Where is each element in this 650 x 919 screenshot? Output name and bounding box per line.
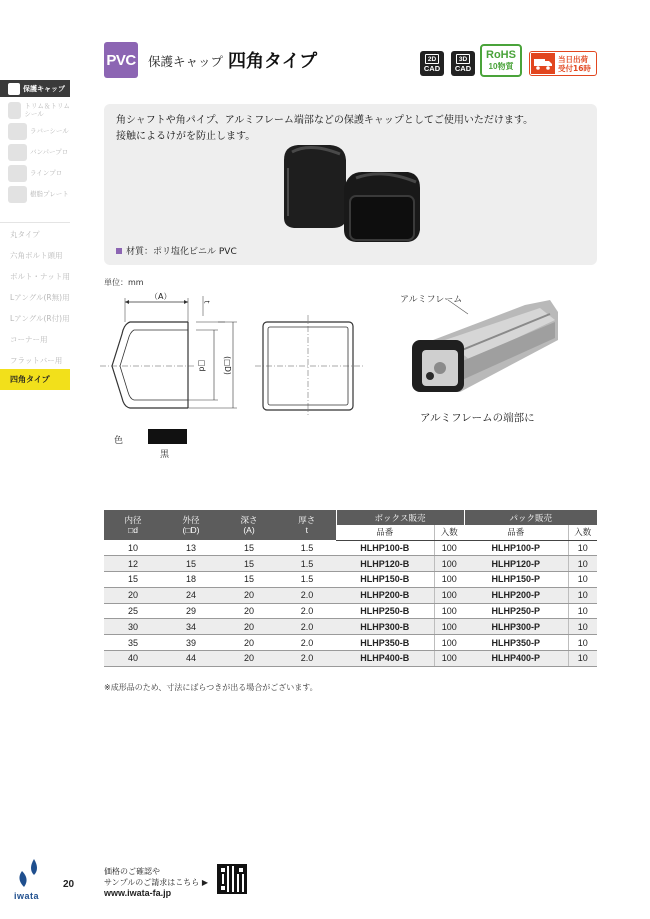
- sidebar-sub-label: トリム＆トリムシール: [24, 102, 70, 118]
- pack-part-no-cell: HLHP250-P: [464, 603, 568, 619]
- iwata-logo-icon: [12, 857, 46, 891]
- thickness-cell: 1.5: [278, 572, 336, 588]
- sidebar-category-label: 保護キャップ: [23, 84, 65, 93]
- header-outer: [162, 510, 220, 540]
- sidebar-sub-item[interactable]: [8, 121, 70, 141]
- sidebar-sub-item[interactable]: [8, 163, 70, 183]
- header-thickness: [278, 510, 336, 540]
- header-pack-part-no: 品番: [464, 525, 568, 540]
- header-thickness-label: 厚さ: [298, 515, 316, 525]
- sidebar-sub-item[interactable]: [8, 100, 70, 120]
- cad-3d-label: 3D: [456, 54, 470, 64]
- color-label: 色: [114, 436, 124, 446]
- sidebar-item-l-angle-no-r[interactable]: Lアングル(R無)用: [10, 293, 70, 302]
- thickness-cell: 2.0: [278, 635, 336, 651]
- box-part-no-cell: HLHP200-B: [336, 587, 434, 603]
- pack-qty-cell: 10: [568, 651, 597, 667]
- resin-plate-icon: [8, 186, 27, 203]
- sidebar-divider: [0, 222, 70, 223]
- sidebar-sub-label: バンパープロ: [30, 148, 69, 156]
- sidebar-item-round[interactable]: 丸タイプ: [10, 230, 40, 239]
- outer-cell: 44: [162, 651, 220, 667]
- table-row: [104, 651, 597, 667]
- iwata-logo-text: iwata: [14, 891, 40, 901]
- outer-cell: 34: [162, 619, 220, 635]
- dim-t-label: t: [202, 300, 211, 304]
- dim-bigd-label: (□D): [222, 356, 232, 375]
- side-view-drawing: [100, 288, 250, 418]
- cad-label: CAD: [454, 64, 472, 73]
- thickness-cell: 2.0: [278, 619, 336, 635]
- header-box-part-no: 品番: [336, 525, 434, 540]
- header-box-qty: 入数: [434, 525, 464, 540]
- material-spec: [116, 244, 237, 257]
- spec-table-body: [104, 540, 597, 666]
- rohs-sub: 10物質: [488, 62, 514, 71]
- header-depth-label: 深さ: [240, 515, 258, 525]
- sidebar-item-corner[interactable]: コーナー用: [10, 335, 48, 344]
- box-qty-cell: 100: [434, 587, 464, 603]
- outer-cell: 24: [162, 587, 220, 603]
- product-photo: [270, 138, 430, 248]
- box-part-no-cell: HLHP120-B: [336, 556, 434, 572]
- pack-part-no-cell: HLHP100-P: [464, 540, 568, 556]
- inner-cell: 30: [104, 619, 162, 635]
- box-part-no-cell: HLHP250-B: [336, 603, 434, 619]
- aluminum-frame-caption: アルミフレームの端部に: [420, 412, 535, 424]
- depth-cell: 15: [220, 572, 278, 588]
- front-view-drawing: [255, 315, 365, 415]
- inner-cell: 20: [104, 587, 162, 603]
- outer-cell: 39: [162, 635, 220, 651]
- bumper-icon: [8, 144, 27, 161]
- pack-qty-cell: 10: [568, 619, 597, 635]
- thickness-cell: 2.0: [278, 651, 336, 667]
- box-part-no-cell: HLHP150-B: [336, 572, 434, 588]
- pack-qty-cell: 10: [568, 572, 597, 588]
- color-name: 黒: [160, 450, 170, 460]
- bullet-square-icon: [116, 248, 122, 254]
- box-part-no-cell: HLHP100-B: [336, 540, 434, 556]
- sidebar-sub-item[interactable]: [8, 184, 70, 204]
- box-qty-cell: 100: [434, 556, 464, 572]
- header-outer-label: 外径: [182, 515, 200, 525]
- depth-cell: 15: [220, 556, 278, 572]
- pack-part-no-cell: HLHP350-P: [464, 635, 568, 651]
- ship-line1: 当日出荷: [558, 54, 588, 64]
- table-row: [104, 603, 597, 619]
- header-outer-sub: (□D): [182, 525, 200, 535]
- page-number: 20: [63, 879, 75, 890]
- sidebar-sub-label: ラインプロ: [30, 169, 63, 177]
- table-row: [104, 635, 597, 651]
- table-row: [104, 587, 597, 603]
- aluminum-frame-image: [400, 300, 560, 400]
- outer-cell: 13: [162, 540, 220, 556]
- pack-part-no-cell: HLHP300-P: [464, 619, 568, 635]
- spec-table: [104, 510, 597, 667]
- header-thickness-sub: t: [305, 525, 308, 535]
- outer-cell: 15: [162, 556, 220, 572]
- unit-label: 単位：mm: [104, 278, 144, 287]
- cap-icon: [8, 83, 20, 95]
- footer-line2: サンプルのご請求はこちら ▶: [104, 878, 208, 887]
- header-depth: [220, 510, 278, 540]
- cad-3d-icon[interactable]: [451, 51, 475, 76]
- sidebar-category-protective-cap[interactable]: [0, 80, 70, 97]
- table-note: ※成形品のため、寸法にばらつきが出る場合がございます。: [104, 683, 318, 692]
- box-qty-cell: 100: [434, 619, 464, 635]
- header-pack-sale: パック販売: [464, 510, 597, 525]
- box-qty-cell: 100: [434, 540, 464, 556]
- box-qty-cell: 100: [434, 635, 464, 651]
- footer-line1: 価格のご確認や: [104, 867, 160, 876]
- depth-cell: 15: [220, 540, 278, 556]
- header-pack-qty: 入数: [568, 525, 597, 540]
- rubber-seal-icon: [8, 123, 27, 140]
- thickness-cell: 1.5: [278, 540, 336, 556]
- description-line2: 接触によるけがを防止します。: [116, 131, 256, 142]
- sidebar-sub-item[interactable]: [8, 142, 70, 162]
- box-part-no-cell: HLHP300-B: [336, 619, 434, 635]
- material-badge: PVC: [104, 42, 138, 78]
- trim-icon: [8, 102, 21, 119]
- line-pro-icon: [8, 165, 27, 182]
- inner-cell: 40: [104, 651, 162, 667]
- cad-2d-icon[interactable]: [420, 51, 444, 76]
- depth-cell: 20: [220, 635, 278, 651]
- box-qty-cell: 100: [434, 603, 464, 619]
- sidebar-item-l-angle-r[interactable]: Lアングル(R付)用: [10, 314, 70, 323]
- box-qty-cell: 100: [434, 651, 464, 667]
- outer-cell: 18: [162, 572, 220, 588]
- box-qty-cell: 100: [434, 572, 464, 588]
- footer-text: [104, 866, 208, 899]
- outer-cell: 29: [162, 603, 220, 619]
- qr-code-icon[interactable]: [217, 864, 247, 894]
- pack-part-no-cell: HLHP400-P: [464, 651, 568, 667]
- material-text: 材質：ポリ塩化ビニル PVC: [126, 247, 237, 257]
- cad-label: CAD: [423, 64, 441, 73]
- dim-a-label: （A）: [150, 292, 172, 301]
- pack-qty-cell: 10: [568, 587, 597, 603]
- pack-part-no-cell: HLHP200-P: [464, 587, 568, 603]
- depth-cell: 20: [220, 651, 278, 667]
- header-box-sale: ボックス販売: [336, 510, 464, 525]
- inner-cell: 35: [104, 635, 162, 651]
- table-row: [104, 556, 597, 572]
- thickness-cell: 2.0: [278, 587, 336, 603]
- box-part-no-cell: HLHP350-B: [336, 635, 434, 651]
- table-row: [104, 540, 597, 556]
- inner-cell: 12: [104, 556, 162, 572]
- color-swatch-black: [148, 429, 187, 444]
- sidebar-item-bolt-nut[interactable]: ボルト・ナット用: [10, 272, 70, 281]
- category-title: 保護キャップ: [148, 54, 224, 69]
- sidebar-sub-label: 樹脂プレート: [30, 190, 69, 198]
- inner-cell: 15: [104, 572, 162, 588]
- pack-qty-cell: 10: [568, 635, 597, 651]
- pack-part-no-cell: HLHP150-P: [464, 572, 568, 588]
- header-depth-sub: (A): [243, 525, 255, 535]
- box-part-no-cell: HLHP400-B: [336, 651, 434, 667]
- cad-2d-label: 2D: [425, 54, 439, 64]
- thickness-cell: 2.0: [278, 603, 336, 619]
- header-inner-sub: □d: [128, 525, 138, 535]
- sidebar-item-hex-bolt[interactable]: 六角ボルト頭用: [10, 251, 63, 260]
- thickness-cell: 1.5: [278, 556, 336, 572]
- ship-line2: 受付16時: [558, 63, 591, 73]
- inner-cell: 25: [104, 603, 162, 619]
- footer-url-link[interactable]: www.iwata-fa.jp: [104, 888, 172, 898]
- rohs-title: RoHS: [486, 49, 516, 61]
- header-inner-label: 内径: [124, 515, 142, 525]
- pack-qty-cell: 10: [568, 603, 597, 619]
- dim-d-label: □d: [197, 359, 207, 372]
- depth-cell: 20: [220, 619, 278, 635]
- pack-part-no-cell: HLHP120-P: [464, 556, 568, 572]
- sidebar-item-flat-bar[interactable]: フラットバー用: [10, 356, 63, 365]
- depth-cell: 20: [220, 587, 278, 603]
- rohs-badge: [480, 44, 522, 77]
- inner-cell: 10: [104, 540, 162, 556]
- truck-icon: [531, 53, 555, 74]
- depth-cell: 20: [220, 603, 278, 619]
- page-title: 四角タイプ: [228, 51, 318, 72]
- aluminum-frame-label: アルミフレーム: [400, 295, 463, 305]
- same-day-shipping-badge: [529, 51, 597, 76]
- pack-qty-cell: 10: [568, 556, 597, 572]
- pack-qty-cell: 10: [568, 540, 597, 556]
- table-row: [104, 572, 597, 588]
- description-line1: 角シャフトや角パイプ、アルミフレーム端部などの保護キャップとしてご使用いただけます。: [116, 115, 534, 126]
- header-inner: [104, 510, 162, 540]
- table-row: [104, 619, 597, 635]
- sidebar-sub-label: ラバーシール: [30, 127, 69, 135]
- sidebar-item-square[interactable]: 四角タイプ: [0, 369, 70, 390]
